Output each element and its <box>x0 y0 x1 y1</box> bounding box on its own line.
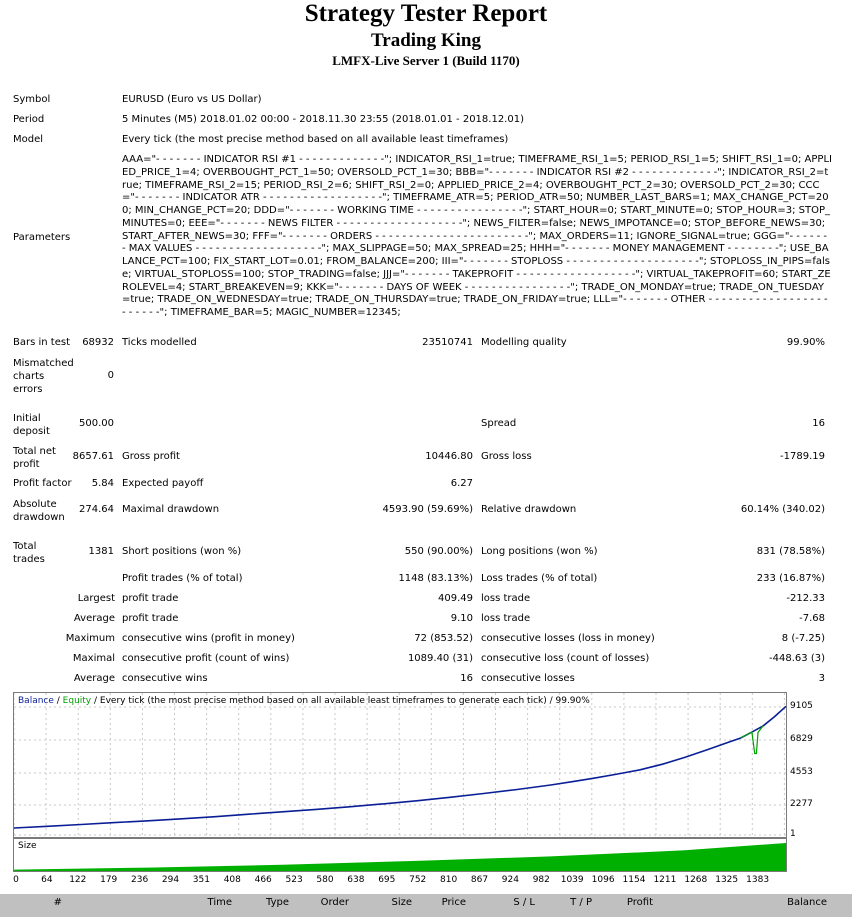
column-header: # <box>53 897 62 908</box>
maximal-label: Maximal <box>72 653 115 664</box>
largest-profit-label: profit trade <box>122 593 179 604</box>
ticks-value: 23510741 <box>422 337 473 348</box>
profit-trades-value: 1148 (83.13%) <box>398 573 473 584</box>
profit-factor-label: Profit factor <box>13 478 72 489</box>
total-trades-value: 1381 <box>88 546 114 557</box>
cons-profit-count-label: consecutive profit (count of wins) <box>122 653 290 664</box>
y-tick-label: 2277 <box>790 799 813 809</box>
spread-label: Spread <box>481 418 517 429</box>
average-loss-label: loss trade <box>481 613 531 624</box>
x-tick-label: 752 <box>409 875 427 885</box>
gross-loss-value: -1789.19 <box>780 451 825 462</box>
symbol-value: EURUSD (Euro vs US Dollar) <box>122 94 262 105</box>
y-tick-label: 1 <box>790 829 796 839</box>
bars-value: 68932 <box>82 337 114 348</box>
period-value: 5 Minutes (M5) 2018.01.02 00:00 - 2018.11.30 23:55 (2018.01.01 - 2018.12.01) <box>122 114 524 125</box>
profit-trades-label: Profit trades (% of total) <box>122 573 243 584</box>
column-header: Type <box>266 897 289 908</box>
column-header: Order <box>320 897 349 908</box>
rel-drawdown-value: 60.14% (340.02) <box>740 504 825 515</box>
legend-balance: Balance <box>18 696 54 706</box>
period-label: Period <box>13 114 45 125</box>
x-tick-label: 351 <box>192 875 210 885</box>
report-title: Strategy Tester Report <box>304 0 548 27</box>
x-tick-label: 0 <box>13 875 19 885</box>
x-tick-label: 982 <box>532 875 550 885</box>
largest-profit-value: 409.49 <box>438 593 473 604</box>
x-tick-label: 1154 <box>622 875 646 885</box>
loss-trades-value: 233 (16.87%) <box>756 573 825 584</box>
average-label: Average <box>73 613 115 624</box>
column-header: T / P <box>570 897 592 908</box>
column-header: Price <box>441 897 466 908</box>
x-tick-label: 1096 <box>591 875 615 885</box>
rel-drawdown-label: Relative drawdown <box>481 504 577 515</box>
largest-label: Largest <box>77 593 115 604</box>
x-tick-label: 236 <box>131 875 149 885</box>
max-drawdown-label: Maximal drawdown <box>122 504 220 515</box>
mismatch-value: 0 <box>107 370 114 381</box>
deposit-label: Initial deposit <box>13 413 50 437</box>
long-positions-label: Long positions (won %) <box>481 546 598 557</box>
cons-wins-label: consecutive wins <box>122 673 208 684</box>
cons-wins-money-label: consecutive wins (profit in money) <box>122 633 295 644</box>
short-positions-label: Short positions (won %) <box>122 546 242 557</box>
cons-losses-value: 3 <box>818 673 825 684</box>
long-positions-value: 831 (78.58%) <box>756 546 825 557</box>
balance-line <box>14 706 786 828</box>
total-trades-label: Total trades <box>13 541 45 565</box>
cons-loss-count-label: consecutive loss (count of losses) <box>481 653 650 664</box>
abs-drawdown-value: 274.64 <box>79 504 114 515</box>
largest-loss-label: loss trade <box>481 593 531 604</box>
largest-loss-value: -212.33 <box>786 593 825 604</box>
x-tick-label: 1268 <box>684 875 708 885</box>
balance-plot <box>14 693 786 837</box>
size-area <box>14 843 786 871</box>
quality-label: Modelling quality <box>481 337 567 348</box>
bars-label: Bars in test <box>13 337 70 348</box>
cons-wins-money-value: 72 (853.52) <box>414 633 473 644</box>
average-profit-value: 9.10 <box>450 613 473 624</box>
average-profit-label: profit trade <box>122 613 179 624</box>
y-tick-label: 4553 <box>790 767 813 777</box>
cons-losses-money-label: consecutive losses (loss in money) <box>481 633 655 644</box>
x-tick-label: 1211 <box>653 875 677 885</box>
net-profit-value: 8657.61 <box>72 451 114 462</box>
x-tick-label: 580 <box>316 875 334 885</box>
y-tick-label: 9105 <box>790 701 813 711</box>
cons-profit-count-value: 1089.40 (31) <box>407 653 473 664</box>
x-tick-label: 466 <box>254 875 272 885</box>
x-tick-label: 695 <box>378 875 396 885</box>
maximum-label: Maximum <box>65 633 115 644</box>
column-header: Time <box>207 897 232 908</box>
x-tick-label: 924 <box>501 875 519 885</box>
x-tick-label: 122 <box>69 875 87 885</box>
x-tick-label: 179 <box>100 875 118 885</box>
net-profit-label: Total net profit <box>13 446 56 470</box>
cons-losses-money-value: 8 (-7.25) <box>781 633 825 644</box>
max-drawdown-value: 4593.90 (59.69%) <box>382 504 473 515</box>
column-header: Size <box>391 897 412 908</box>
x-tick-label: 867 <box>470 875 489 885</box>
legend-description: / Every tick (the most precise method based on all available least timeframes to generate each tick) / 99.90% <box>91 696 590 706</box>
loss-trades-label: Loss trades (% of total) <box>481 573 598 584</box>
gross-profit-value: 10446.80 <box>425 451 473 462</box>
average2-label: Average <box>73 673 115 684</box>
quality-value: 99.90% <box>786 337 825 348</box>
chart-legend <box>18 696 590 706</box>
x-tick-label: 64 <box>41 875 53 885</box>
size-plot <box>14 839 786 871</box>
trades-table-header <box>0 894 852 917</box>
x-tick-label: 523 <box>285 875 303 885</box>
average-loss-value: -7.68 <box>799 613 825 624</box>
x-tick-label: 408 <box>223 875 241 885</box>
profit-factor-value: 5.84 <box>91 478 114 489</box>
size-label: Size <box>18 841 37 851</box>
column-header: S / L <box>513 897 535 908</box>
column-header: Balance <box>787 897 827 908</box>
column-header: Profit <box>626 897 653 908</box>
legend-equity: Equity <box>62 696 92 706</box>
legend-sep: / <box>53 696 63 706</box>
expert-name: Trading King <box>371 30 481 51</box>
deposit-value: 500.00 <box>79 418 114 429</box>
mismatch-label: Mismatched charts errors <box>13 358 74 395</box>
gross-loss-label: Gross loss <box>481 451 532 462</box>
parameters-value: AAA="- - - - - - - INDICATOR RSI #1 - - - - - - - - - - - - -"; INDICATOR_RSI_1=true; TIMEFRAME_RSI_1=5; PERIOD_RSI_1=5; SHIFT_RSI_1=0; APPLIED_PRICE_1=4; OVERBOUGHT_PCT_1=50; OVERSOLD_PCT_1=30; BBB="- - - - - - - INDICATOR RSI #2 - - - - - - - - - - - - -"; INDICATOR_RSI_2=true; TIMEFRAME_RSI_2=15; PERIOD_RSI_2=6; SHIFT_RSI_2=0; APPLIED_PRICE_2=4; OVERBOUGHT_PCT_2=30; OVERSOLD_PCT_2=30; CCC="- - - - - - - INDICATOR ATR - - - - - - - - - - - - - - - - - -"; TIMEFRAME_ATR=5; PERIOD_ATR=50; NUMBER_LAST_BARS=1; MAX_CHANGE_PCT=200; MIN_CHANGE_PCT=20; DDD="- - - - - - - WORKING TIME - - - - - - - - - - - - - - - -"; START_HOUR=0; START_MINUTE=0; STOP_HOUR=3; STOP_MINUTES=0; EEE="- - - - - - - NEWS FILTER - - - - - - - - - - - - - - - - - - -"; NEWS_FILTER=false; NEWS_IMPOTANCE=0; STOP_BEFORE_NEWS=30; START_AFTER_NEWS=30; FFF="- - - - - - - ORDERS - - - - - - - - - - - - - - - - - - - - - - -"; MAX_ORDERS=11; IGNORE_SIGNAL=true; GGG="- - - - - - - MAX VALUES - - - - - - - - - - - - - - - - - - -"; MAX_SLIPPAGE=50; MAX_SPREAD=25; HHH="- - - - - - - MONEY MANAGEMENT - - - - - - - -"; USE_BALANCE_PCT=100; FIX_START_LOT=0.01; FROM_BALANCE=200; III="- - - - - - - STOPLOSS - - - - - - - - - - - - - - - - - - - -"; STOPLOSS_IN_PIPS=false; VIRTUAL_STOPLOSS=100; STOP_TRADING=false; JJJ="- - - - - - - TAKEPROFIT - - - - - - - - - - - - - - - - - -"; VIRTUAL_TAKEPROFIT=60; START_ZEROLEVEL=4; START_BREAKEVEN=9; KKK="- - - - - - - DAYS OF WEEK - - - - - - - - - - - - - - - -"; TRADE_ON_MONDAY=true; TRADE_ON_TUESDAY=true; TRADE_ON_WEDNESDAY=true; TRADE_ON_THURSDAY=true; TRADE_ON_FRIDAY=true; LLL="- - - - - - - OTHER - - - - - - - - - - - - - - - - - - - - - - - -"; TIMEFRAME_BAR=5; MAGIC_NUMBER=12345; <box>122 154 832 318</box>
model-label: Model <box>13 134 44 145</box>
model-value: Every tick (the most precise method based on all available least timeframes) <box>122 134 509 145</box>
cons-losses-label: consecutive losses <box>481 673 575 684</box>
abs-drawdown-label: Absolute drawdown <box>13 499 65 523</box>
ticks-label: Ticks modelled <box>122 337 197 348</box>
expected-payoff-label: Expected payoff <box>122 478 204 489</box>
size-chart <box>13 838 787 872</box>
balance-chart <box>13 692 787 838</box>
cons-loss-count-value: -448.63 (3) <box>769 653 825 664</box>
parameters-label: Parameters <box>13 232 71 243</box>
expected-payoff-value: 6.27 <box>450 478 473 489</box>
x-tick-label: 1039 <box>560 875 584 885</box>
x-tick-label: 638 <box>347 875 365 885</box>
short-positions-value: 550 (90.00%) <box>404 546 473 557</box>
y-tick-label: 6829 <box>790 734 813 744</box>
server-name: LMFX-Live Server 1 (Build 1170) <box>332 53 520 68</box>
spread-value: 16 <box>812 418 825 429</box>
x-tick-label: 810 <box>440 875 458 885</box>
gross-profit-label: Gross profit <box>122 451 180 462</box>
x-tick-label: 1383 <box>746 875 770 885</box>
x-tick-label: 294 <box>161 875 180 885</box>
cons-wins-value: 16 <box>460 673 473 684</box>
x-tick-label: 1325 <box>715 875 739 885</box>
symbol-label: Symbol <box>13 94 51 105</box>
